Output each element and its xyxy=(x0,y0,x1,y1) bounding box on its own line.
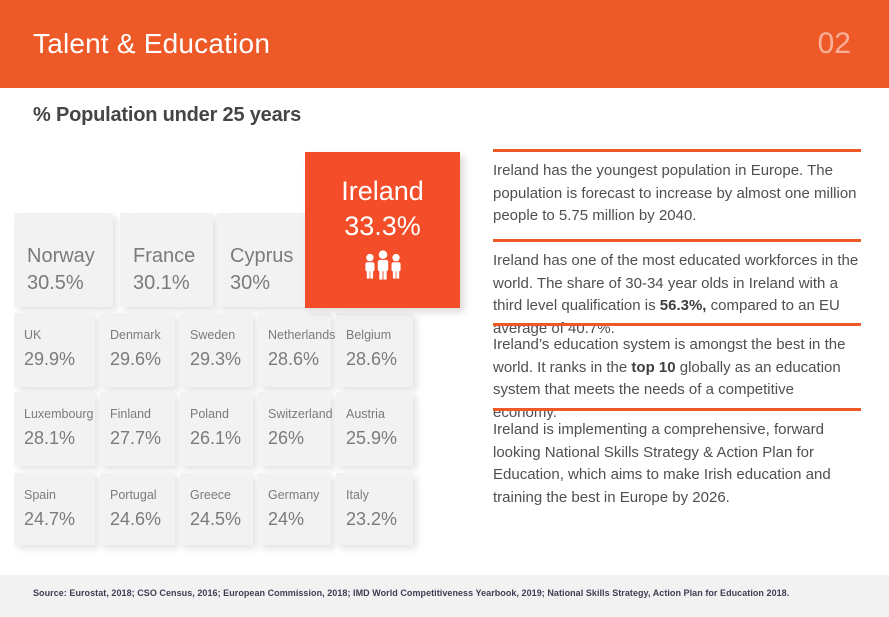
page-title: Talent & Education xyxy=(33,28,271,59)
tile-spain xyxy=(14,473,95,545)
tile-portugal xyxy=(100,473,175,545)
tile-ireland-highlight xyxy=(305,152,460,308)
people-group-icon xyxy=(361,249,405,282)
tile-greece xyxy=(180,473,253,545)
country-value: 30.5% xyxy=(27,272,84,294)
country-name: Denmark xyxy=(110,328,161,342)
country-value: 26% xyxy=(268,428,305,448)
country-value: 23.2% xyxy=(346,509,398,529)
paragraph-4 xyxy=(493,408,861,509)
page-number: 02 xyxy=(817,27,851,60)
country-name: Cyprus xyxy=(230,245,294,267)
country-name: Italy xyxy=(346,488,369,502)
country-value: 33.3% xyxy=(344,211,421,241)
country-value: 24.5% xyxy=(190,509,242,529)
country-name: Ireland xyxy=(341,176,424,206)
paragraph-text: Ireland has the youngest population in Europe. The population is forecast to increase by almost one million people to 5.75 million by 2040. xyxy=(493,162,857,224)
tile-finland xyxy=(100,392,175,466)
country-value: 27.7% xyxy=(110,428,162,448)
tile-sweden xyxy=(180,313,253,387)
tile-italy xyxy=(336,473,413,545)
source-note: Source: Eurostat, 2018; CSO Census, 2016; European Commission, 2018; IMD World Competitiveness Yearbook, 2019; National Skills Strategy, Action Plan for Education 2018. xyxy=(33,588,790,598)
country-name: Austria xyxy=(346,407,385,421)
paragraph-1 xyxy=(493,149,861,228)
paragraph-text: Ireland’s education system is amongst the best in the world. It ranks in the top 10 globally as an education system that meets the needs of a competitive economy. xyxy=(493,336,846,421)
country-value: 24.6% xyxy=(110,509,162,529)
tile-france xyxy=(120,213,213,307)
tile-germany xyxy=(258,473,331,545)
tile-cyprus xyxy=(217,213,306,307)
country-value: 28.6% xyxy=(346,349,398,369)
country-value: 28.6% xyxy=(268,349,320,369)
tile-poland xyxy=(180,392,253,466)
tile-luxembourg xyxy=(14,392,95,466)
country-value: 29.3% xyxy=(190,349,242,369)
footer-bar xyxy=(0,575,889,617)
country-name: France xyxy=(133,245,196,267)
country-name: Switzerland xyxy=(268,407,333,421)
country-name: Belgium xyxy=(346,328,392,342)
tile-denmark xyxy=(100,313,175,387)
country-value: 26.1% xyxy=(190,428,242,448)
country-name: Sweden xyxy=(190,328,236,342)
chart-title: % Population under 25 years xyxy=(33,104,302,126)
tile-norway xyxy=(14,213,113,307)
country-name: Spain xyxy=(24,488,56,502)
country-name: Netherlands xyxy=(268,328,336,342)
country-value: 30% xyxy=(230,272,271,294)
paragraph-text: Ireland is implementing a comprehensive, forward looking National Skills Strategy & Action Plan for Education, which aims to make Irish education and training the best in Europe by 2026. xyxy=(493,421,831,506)
country-name: Norway xyxy=(27,245,95,267)
country-name: Portugal xyxy=(110,488,157,502)
country-value: 29.9% xyxy=(24,349,76,369)
country-value: 29.6% xyxy=(110,349,162,369)
country-value: 25.9% xyxy=(346,428,398,448)
tile-netherlands xyxy=(258,313,336,387)
country-name: Greece xyxy=(190,488,231,502)
country-name: Luxembourg xyxy=(24,407,94,421)
header-bar xyxy=(0,0,889,88)
country-name: UK xyxy=(24,328,42,342)
country-name: Finland xyxy=(110,407,151,421)
country-name: Poland xyxy=(190,407,229,421)
country-value: 24.7% xyxy=(24,509,76,529)
country-value: 28.1% xyxy=(24,428,76,448)
country-value: 30.1% xyxy=(133,272,190,294)
tile-uk xyxy=(14,313,95,387)
tile-switzerland xyxy=(258,392,331,466)
country-value: 24% xyxy=(268,509,305,529)
tile-austria xyxy=(336,392,413,466)
paragraph-text: Ireland has one of the most educated workforces in the world. The share of 30-34 year olds in Ireland with a third level qualification is 56.3%, compared to an EU average of 40.7%. xyxy=(493,252,859,337)
tile-belgium xyxy=(336,313,413,387)
country-name: Germany xyxy=(268,488,320,502)
